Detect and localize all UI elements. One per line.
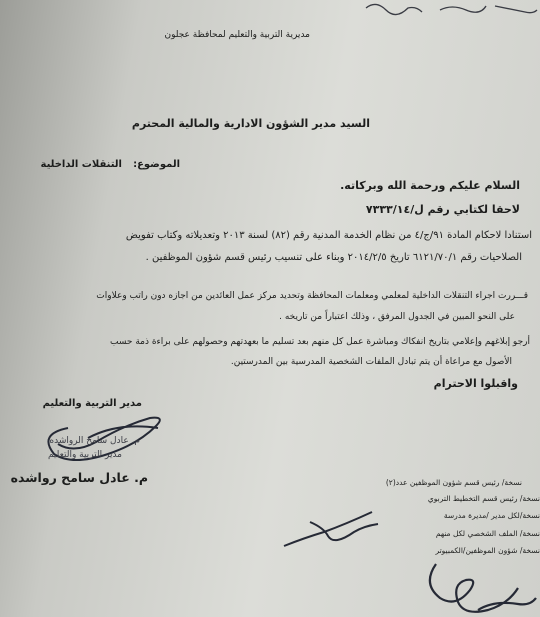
signatory-name: م. عادل سامح رواشده [10, 470, 148, 485]
stamp-line-1: م. عادل سامح الرواشده [49, 436, 140, 446]
request-line-2: الأصول مع مراعاة أن يتم تبادل الملفات الشخصية المدرسية بين المدرستين. [230, 357, 512, 367]
copy-line-3: نسخة/لكل مدير /مديرة مدرسة [443, 511, 540, 520]
copy-line-1: نسخة/ رئيس قسم شؤون الموظفين عدد(٢) [385, 478, 522, 487]
decision-line-2: على النحو المبين في الجدول المرفق ، وذلك اعتباراً من تاريخه . [279, 312, 515, 322]
closing-phrase: واقبلوا الاحترام [433, 377, 518, 390]
subject-text: التنقلات الداخلية [40, 159, 122, 170]
paragraph-1-line-1: استنادا لاحكام المادة ٩١/ج/٤ من نظام الخدمة المدنية رقم (٨٢) لسنة ٢٠١٣ وتعديلاته وكتاب تفويض [125, 230, 532, 241]
bottom-signature [418, 552, 540, 617]
greeting: السلام عليكم ورحمة الله وبركاته. [340, 179, 520, 192]
stamp-line-2: مدير التربية والتعليم [47, 450, 122, 460]
subject-label: الموضوع: [133, 159, 180, 170]
copy-line-2: نسخة/ رئيس قسم التخطيط التربوي [427, 494, 540, 503]
directorate-header: مديرية التربية والتعليم لمحافظة عجلون [164, 30, 310, 40]
addressee: السيد مدير الشؤون الادارية والمالية المحترم [131, 117, 370, 130]
initials-scribble [278, 510, 388, 552]
signatory-title: مدير التربية والتعليم [42, 398, 142, 409]
copy-line-5: نسخة/ شؤون الموظفين/الكمبيوتر [435, 546, 540, 555]
request-line-1: أرجو إبلاغهم وإعلامي بتاريخ انفكاك ومباشرة عمل كل منهم بعد تسليم ما بعهدتهم وحصولهم على براءة ذمة حسب [110, 337, 530, 347]
reference-number: لاحقا لكتابي رقم ل/٧٣٣٣/١٤ [365, 203, 520, 216]
copy-line-4: نسخة/ الملف الشخصي لكل منهم [435, 529, 540, 538]
decision-line-1: قـــررت اجراء التنقلات الداخلية لمعلمي ومعلمات المحافظة وتحديد مركز عمل العائدين من اجازه دون راتب وعلاوات [96, 291, 528, 301]
paragraph-1-line-2: الصلاحيات رقم ٦١٢١/٧٠/١ تاريخ ٢٠١٤/٢/٥ وبناء على تنسيب رئيس قسم شؤون الموظفين . [145, 252, 522, 263]
top-edge-handwriting [360, 0, 540, 18]
